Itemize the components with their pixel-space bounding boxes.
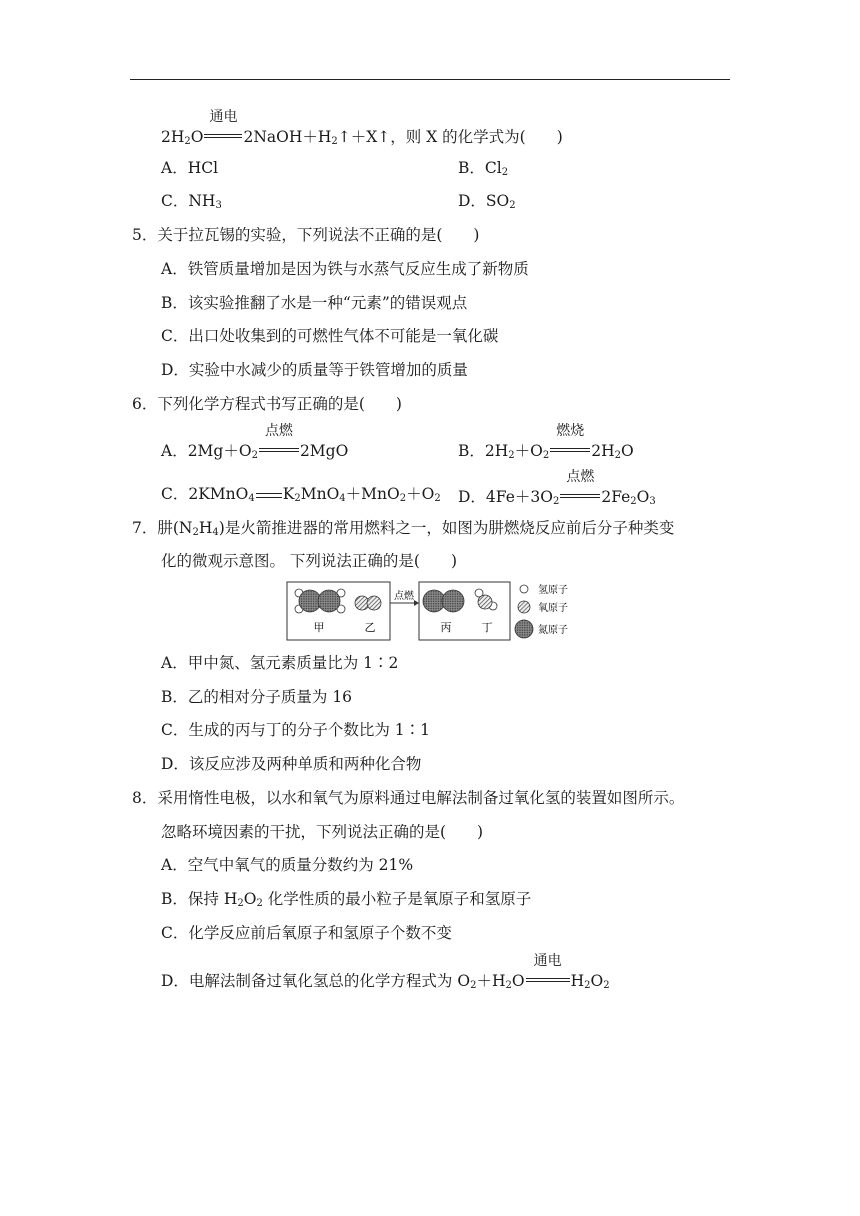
- q7-option-d[interactable]: D．该反应涉及两种单质和两种化合物: [161, 755, 422, 773]
- arrow-condition: 点燃: [394, 591, 414, 602]
- label-jia: 甲: [313, 621, 325, 634]
- molecule-diagram: [286, 581, 586, 643]
- q7-stem: 7．肼$(N_2H_4)$是火箭推进器的常用燃料之一，如图为肼燃烧反应前后分子种类变: [132, 519, 675, 538]
- q6-option-d[interactable]: D．$4Fe+3O_2$ 点燃 $2Fe_2O_3$: [458, 469, 656, 507]
- q8-option-a[interactable]: A．空气中氧气的质量分数约为 21%: [161, 856, 414, 874]
- label-bing: 丙: [440, 621, 452, 634]
- q7-option-b[interactable]: B．乙的相对分子质量为 16: [161, 688, 353, 706]
- q4-option-b[interactable]: B．$Cl_2$: [458, 159, 509, 178]
- q8-stem-cont: 忽略环境因素的干扰，下列说法正确的是( ): [161, 823, 484, 841]
- q8-option-c[interactable]: C．化学反应前后氧原子和氢原子个数不变: [161, 924, 452, 942]
- label-yi: 乙: [364, 621, 376, 634]
- q5-stem: 5．关于拉瓦锡的实验，下列说法不正确的是( ): [132, 226, 480, 244]
- q8-stem: 8．采用惰性电极，以水和氧气为原料通过电解法制备过氧化氢的装置如图所示。: [132, 789, 685, 807]
- water-molecule: [475, 589, 497, 610]
- header-rule: [130, 79, 730, 80]
- nitrogen-molecule: [423, 590, 464, 612]
- oxygen-molecule: [355, 596, 381, 610]
- legend-oxygen: 氧原子: [538, 603, 568, 614]
- q4-option-c[interactable]: C．$NH_3$: [161, 192, 222, 211]
- q6-stem: 6．下列化学方程式书写正确的是( ): [132, 395, 402, 413]
- q6-option-a[interactable]: A．$2Mg+O_2$ 点燃 2MgO: [161, 423, 349, 461]
- q4-equation: $2H_2O$ 通电 $2NaOH+H_2↑+X↑$，则 X 的化学式为( ): [161, 109, 563, 147]
- q7-stem-cont: 化的微观示意图。 下列说法正确的是( ): [161, 552, 458, 570]
- q5-option-a[interactable]: A．铁管质量增加是因为铁与水蒸气反应生成了新物质: [161, 260, 529, 278]
- q8-option-b[interactable]: B．保持 $H_2O_2$ 化学性质的最小粒子是氧原子和氢原子: [161, 890, 532, 909]
- q4-option-a[interactable]: A．HCl: [161, 159, 219, 177]
- q5-option-b[interactable]: B．该实验推翻了水是一种“元素”的错误观点: [161, 294, 468, 312]
- legend: [515, 583, 568, 638]
- legend-nitrogen: 氮原子: [538, 625, 568, 636]
- q8-option-d[interactable]: D．电解法制备过氧化氢总的化学方程式为 $O_2+H_2O$ 通电 $H_2O_2$: [161, 953, 610, 991]
- q7-option-c[interactable]: C．生成的丙与丁的分子个数比为 1∶1: [161, 721, 431, 739]
- legend-hydrogen: 氢原子: [538, 585, 568, 596]
- label-ding: 丁: [481, 621, 493, 634]
- q6-option-c[interactable]: C．2KMnO$_4$ $K_2MnO_4+MnO_2+O_2$: [161, 485, 441, 504]
- q5-option-d[interactable]: D．实验中水减少的质量等于铁管增加的质量: [161, 361, 468, 379]
- q4-option-d[interactable]: D．$SO_2$: [458, 192, 516, 211]
- hydrazine-molecule: [295, 589, 345, 613]
- q6-option-b[interactable]: B．$2H_2+O_2$ 燃烧 $2H_2O$: [458, 423, 634, 461]
- q5-option-c[interactable]: C．出口处收集到的可燃性气体不可能是一氧化碳: [161, 327, 499, 345]
- q7-option-a[interactable]: A．甲中氮、氢元素质量比为 1∶2: [161, 654, 399, 672]
